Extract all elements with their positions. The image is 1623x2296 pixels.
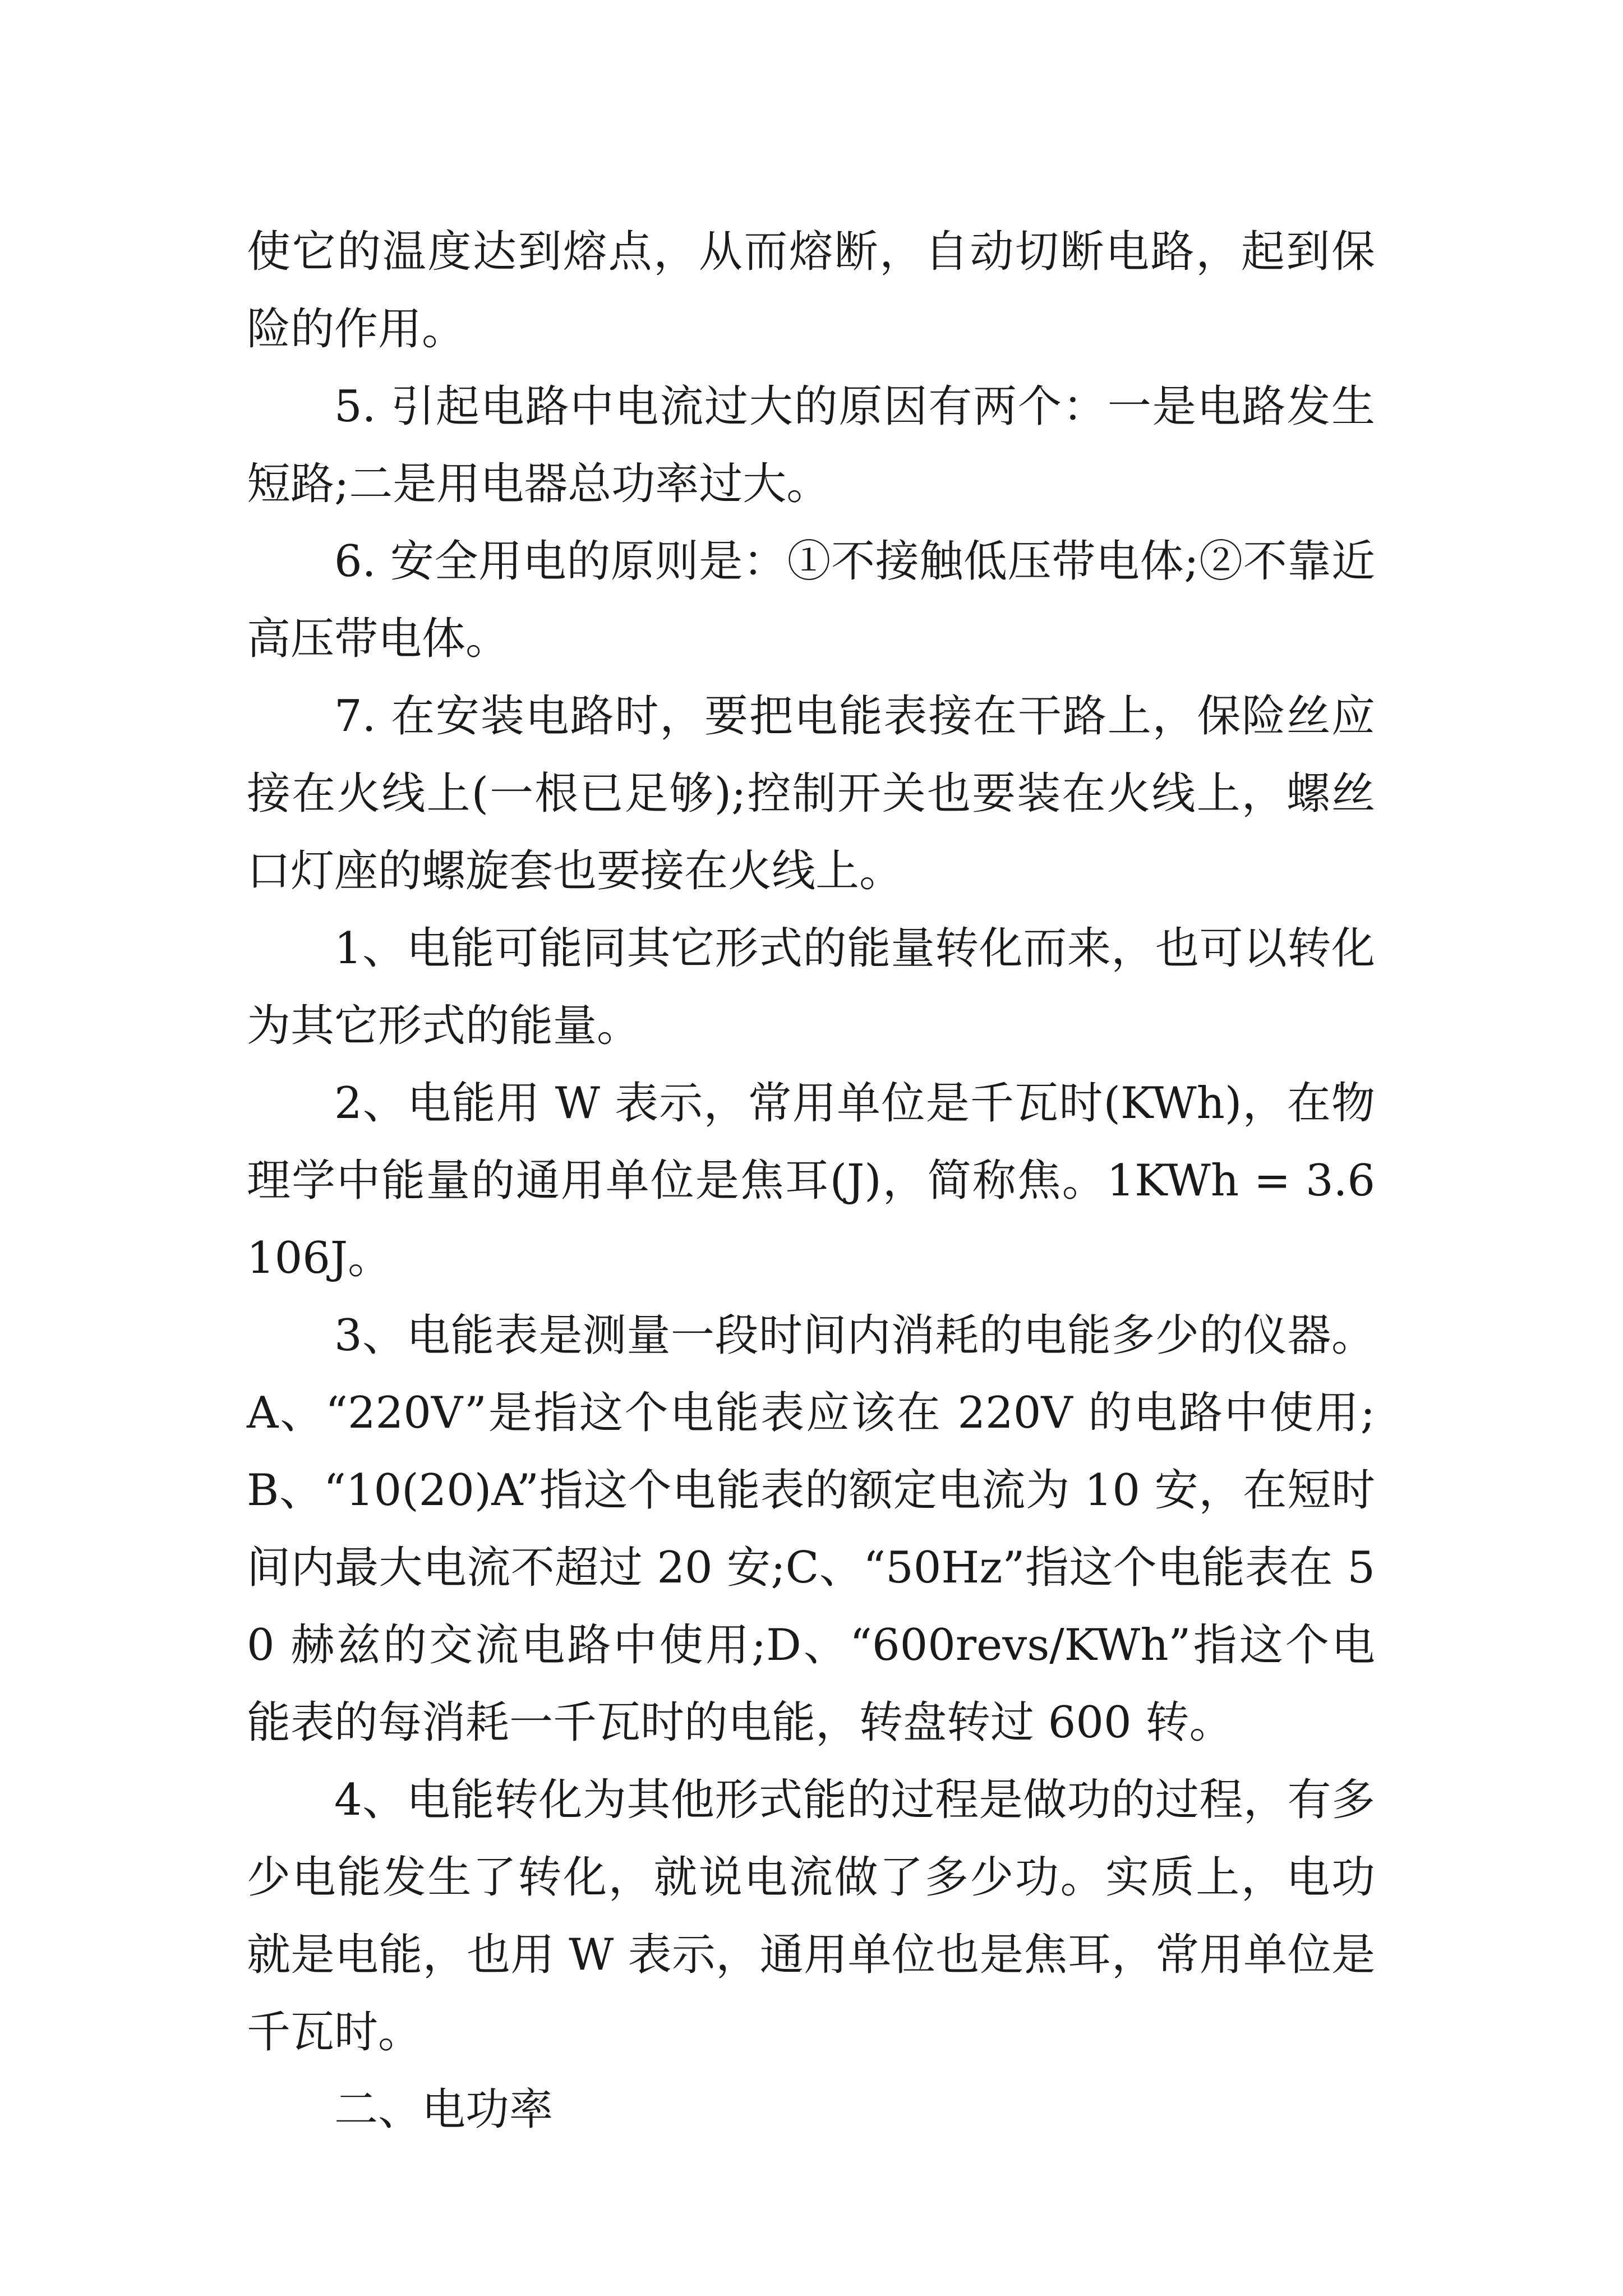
paragraph-5-overcurrent-causes: 5. 引起电路中电流过大的原因有两个：一是电路发生短路;二是用电器总功率过大。 — [247, 381, 1375, 509]
document-page — [247, 213, 1375, 2148]
paragraph-2-energy-units: 2、电能用 W 表示，常用单位是千瓦时(KWh)，在物理学中能量的通用单位是焦耳(J)，简称焦。1KWh = 3.6 106J。 — [247, 1078, 1375, 1283]
paragraph-7-installation: 7. 在安装电路时，要把电能表接在干路上，保险丝应接在火线上(一根已足够);控制开关也要装在火线上，螺丝口灯座的螺旋套也要接在火线上。 — [247, 691, 1375, 896]
section-heading-electric-power: 二、电功率 — [334, 2085, 554, 2135]
paragraph-1-energy-conversion: 1、电能可能同其它形式的能量转化而来，也可以转化为其它形式的能量。 — [247, 923, 1375, 1051]
paragraph-3-energy-meter: 3、电能表是测量一段时间内消耗的电能多少的仪器。A、“220V”是指这个电能表应该在 220V 的电路中使用;B、“10(20)A”指这个电能表的额定电流为 10 安，在短时间内最大电流不超过 20 安;C、“50Hz”指这个电能表在 50 赫兹的交流电路中使用;D、“600revs/KWh”指这个电能表的每消耗一千瓦时的电能，转盘转过 600 转。 — [247, 1310, 1375, 1748]
paragraph-fuse-function: 使它的温度达到熔点，从而熔断，自动切断电路，起到保险的作用。 — [247, 227, 1375, 355]
paragraph-4-electric-work: 4、电能转化为其他形式能的过程是做功的过程，有多少电能发生了转化，就说电流做了多少功。实质上，电功就是电能，也用 W 表示，通用单位也是焦耳，常用单位是千瓦时。 — [247, 1775, 1375, 2058]
paragraph-6-safety-principles: 6. 安全用电的原则是：①不接触低压带电体;②不靠近高压带电体。 — [247, 536, 1375, 664]
